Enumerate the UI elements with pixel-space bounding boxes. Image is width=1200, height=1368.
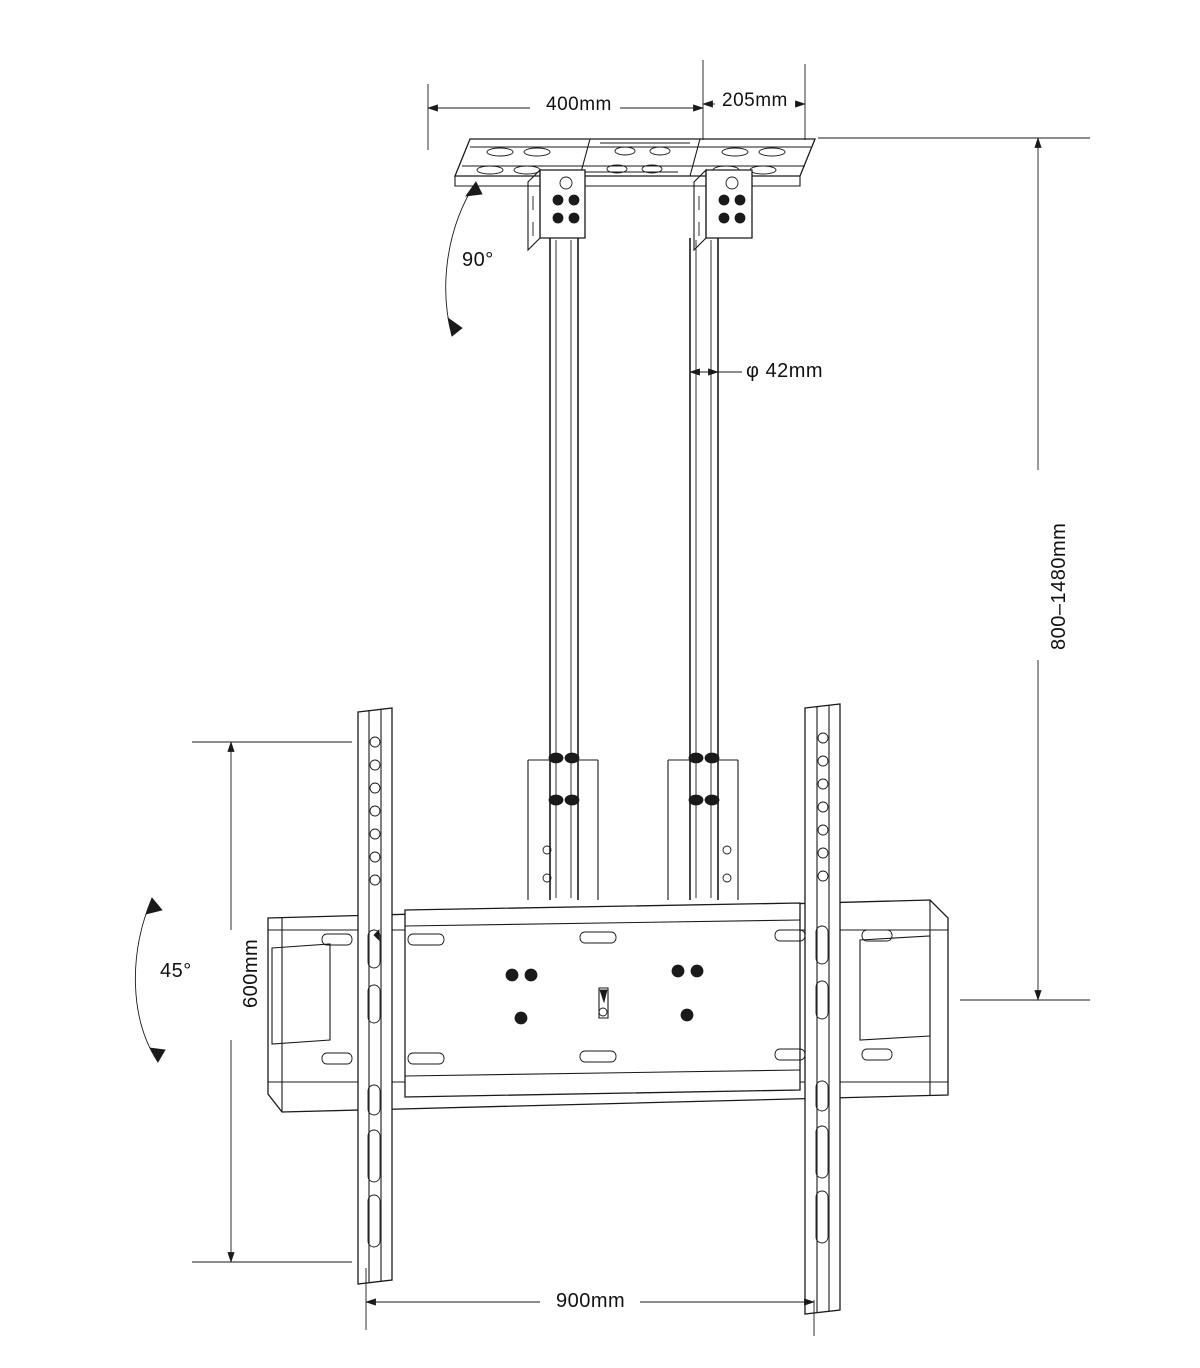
dim-label-phi-42mm: φ 42mm — [746, 360, 824, 382]
dim-label-600mm: 600mm — [240, 938, 262, 1008]
dim-label-205mm: 205mm — [722, 90, 788, 111]
dim-label-900mm: 900mm — [556, 1290, 626, 1312]
dim-label-drop-height: 800–1480mm — [1048, 522, 1070, 650]
vertical-rail-left — [358, 708, 392, 1284]
pivot-bracket-left — [528, 170, 585, 250]
dim-label-45-degree: 45° — [160, 960, 192, 982]
ceiling-plate — [455, 139, 815, 186]
pivot-bracket-right — [694, 170, 752, 250]
drop-tube-right — [668, 238, 738, 900]
drop-tube-left — [528, 238, 598, 900]
vertical-rail-right — [805, 704, 840, 1314]
dim-label-90-degree: 90° — [462, 249, 494, 271]
dim-label-400mm: 400mm — [546, 94, 612, 115]
